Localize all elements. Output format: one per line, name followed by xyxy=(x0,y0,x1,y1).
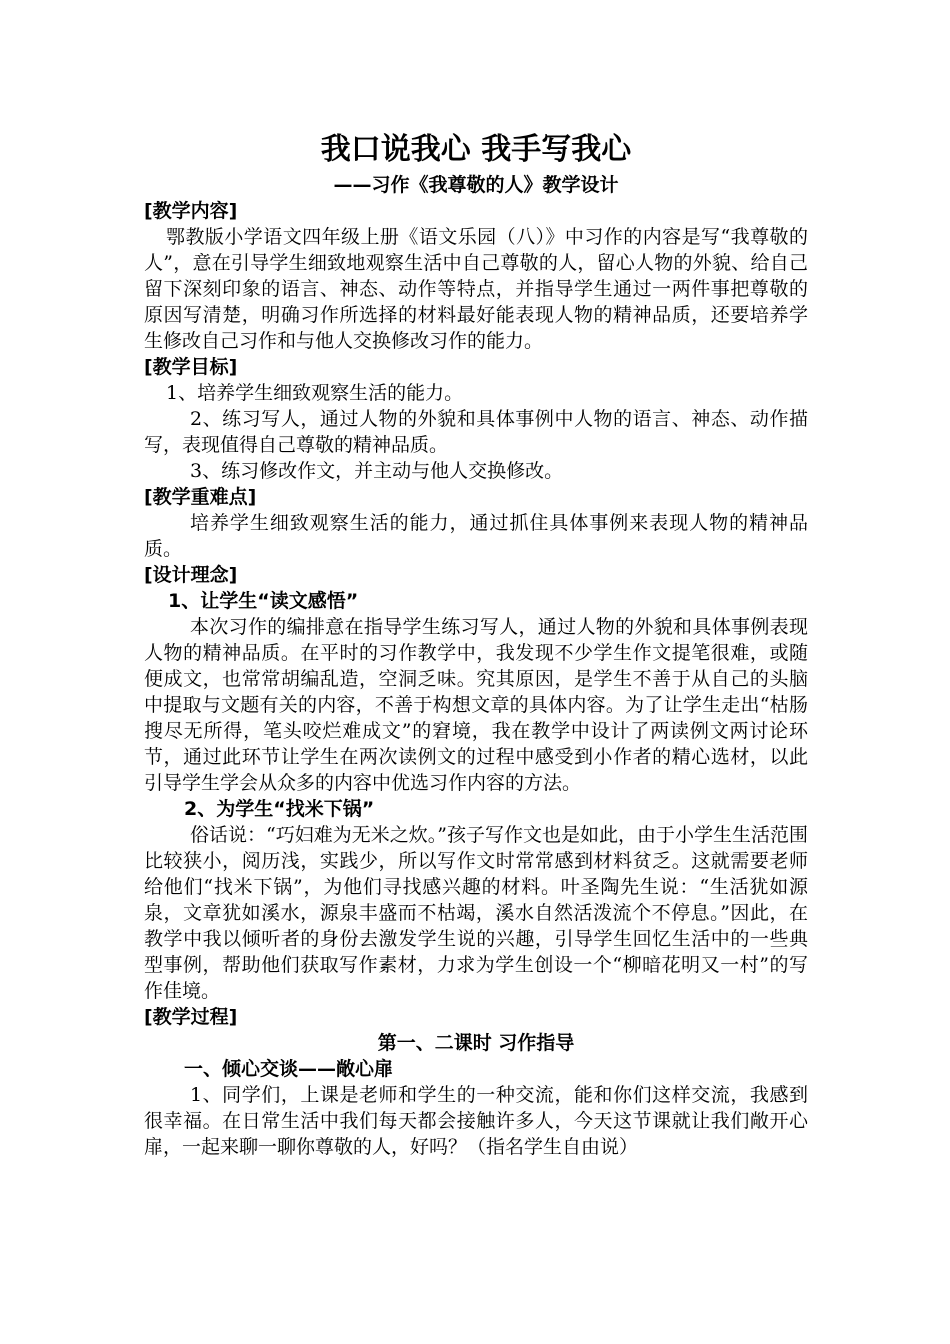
concept-point-2-paragraph: 俗话说：“巧妇难为无米之炊。”孩子写作文也是如此，由于小学生生活范围比较狭小，阅历浅，实践少，所以写作文时常常感到材料贫乏。这就需要老师给他们“找米下锅”，为他们寻找感兴趣的材料。叶圣陶先生说：“生活犹如源泉，文章犹如溪水，源泉丰盛而不枯竭，溪水自然活泼流个不停息。”因此，在教学中我以倾听者的身份去激发学生说的兴趣，引导学生回忆生活中的一些典型事例，帮助他们获取写作素材，力求为学生创设一个“柳暗花明又一村”的写作佳境。 xyxy=(144,824,808,1002)
concept-point-1-paragraph: 本次习作的编排意在指导学生练习写人，通过人物的外貌和具体事例表现人物的精神品质。在平时的习作教学中，我发现不少学生作文提笔很难，或随便成文，也常常胡编乱造，空洞乏味。究其原因，是学生不善于从自己的头脑中提取与文题有关的内容，不善于构想文章的具体内容。为了让学生走出“枯肠搜尽无所得，笔头咬烂难成文”的窘境，我在教学中设计了两读例文两讨论环节，通过此环节让学生在两次读例文的过程中感受到小作者的精心选材，以此引导学生学会从众多的内容中优选习作内容的方法。 xyxy=(144,616,808,794)
content-paragraph: 鄂教版小学语文四年级上册《语文乐园（八）》中习作的内容是写“我尊敬的人”，意在引导学生细致地观察生活中自己尊敬的人，留心人物的外貌、给自己留下深刻印象的语言、神态、动作等特点，并指导学生通过一两件事把尊敬的原因写清楚，明确习作所选择的材料最好能表现人物的精神品质，还要培养学生修改自己习作和与他人交换修改习作的能力。 xyxy=(144,226,808,352)
step-1-paragraph: 1、同学们，上课是老师和学生的一种交流，能和你们这样交流，我感到很幸福。在日常生活中我们每天都会接触许多人，今天这节课就让我们敞开心扉，一起来聊一聊你尊敬的人，好吗？（指名学生自由说） xyxy=(144,1084,808,1158)
section-heading-concept: [设计理念] xyxy=(144,564,238,586)
document-subtitle: ——习作《我尊敬的人》教学设计 xyxy=(333,174,619,196)
section-heading-process: [教学过程] xyxy=(144,1006,238,1028)
section-heading-key-points: [教学重难点] xyxy=(144,486,257,508)
step-1-title: 一、倾心交谈——敞心扉 xyxy=(184,1058,394,1080)
section-heading-content: [教学内容] xyxy=(144,200,238,222)
goal-item-2: 2、练习写人，通过人物的外貌和具体事例中人物的语言、神态、动作描写，表现值得自己尊敬的精神品质。 xyxy=(144,408,808,456)
document-page xyxy=(144,128,808,1160)
document-title: 我口说我心 我手写我心 xyxy=(320,132,632,167)
lesson-title: 第一、二课时 习作指导 xyxy=(377,1032,575,1054)
concept-point-1-title: 1、让学生“读文感悟” xyxy=(168,590,359,612)
concept-point-2-title: 2、为学生“找米下锅” xyxy=(184,798,375,820)
goal-item-1: 1、培养学生细致观察生活的能力。 xyxy=(166,382,464,404)
goal-item-3: 3、练习修改作文，并主动与他人交换修改。 xyxy=(190,460,564,482)
key-points-paragraph: 培养学生细致观察生活的能力，通过抓住具体事例来表现人物的精神品质。 xyxy=(144,512,808,560)
section-heading-goals: [教学目标] xyxy=(144,356,238,378)
